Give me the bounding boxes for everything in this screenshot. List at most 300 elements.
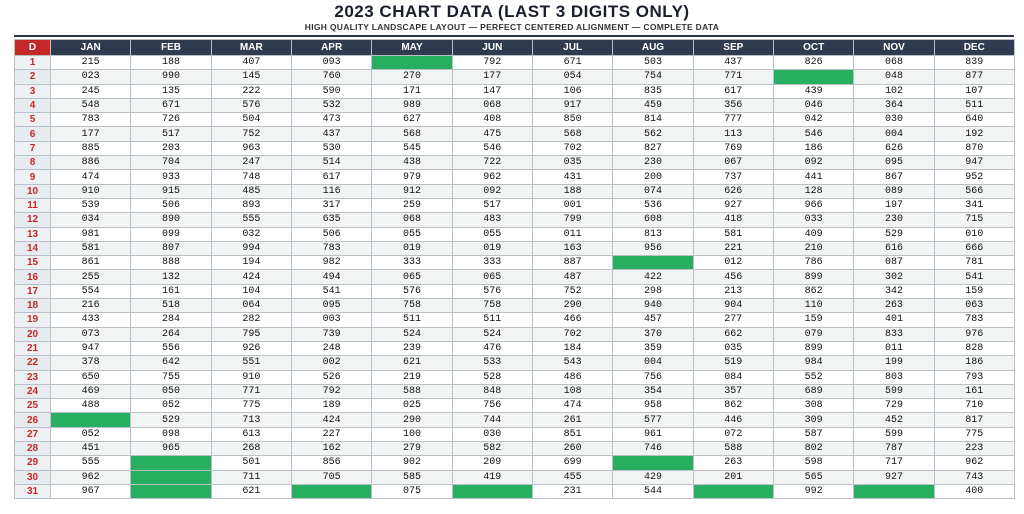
table-cell: 046: [773, 98, 853, 112]
table-cell: 704: [131, 156, 211, 170]
table-cell: 106: [532, 84, 612, 98]
table-cell: 746: [613, 442, 693, 456]
table-row: [15, 184, 1015, 198]
table-cell: 282: [211, 313, 291, 327]
table-cell: 216: [51, 299, 131, 313]
table-cell: 792: [291, 384, 371, 398]
day-label: 22: [15, 356, 51, 370]
table-row: [15, 384, 1015, 398]
table-cell: 188: [131, 56, 211, 70]
table-cell: 092: [773, 156, 853, 170]
table-cell: 501: [211, 456, 291, 470]
table-cell: 792: [452, 56, 532, 70]
table-cell: 899: [773, 270, 853, 284]
table-cell: 474: [532, 399, 612, 413]
table-cell: 068: [372, 213, 452, 227]
table-cell: 189: [291, 399, 371, 413]
table-cell: 621: [211, 484, 291, 498]
missing-cell: [131, 470, 211, 484]
table-cell: 197: [854, 198, 934, 212]
table-cell: 308: [773, 399, 853, 413]
table-cell: 333: [452, 256, 532, 270]
day-label: 26: [15, 413, 51, 427]
missing-cell: [613, 256, 693, 270]
table-cell: 545: [372, 141, 452, 155]
table-cell: 032: [211, 227, 291, 241]
table-cell: 419: [452, 470, 532, 484]
table-cell: 744: [452, 413, 532, 427]
table-cell: 817: [934, 413, 1014, 427]
table-row: [15, 341, 1015, 355]
table-cell: 247: [211, 156, 291, 170]
table-row: [15, 470, 1015, 484]
table-body: [15, 56, 1015, 499]
table-cell: 476: [452, 341, 532, 355]
table-cell: 702: [532, 141, 612, 155]
table-cell: 915: [131, 184, 211, 198]
day-label: 4: [15, 98, 51, 112]
day-label: 8: [15, 156, 51, 170]
table-cell: 748: [211, 170, 291, 184]
missing-cell: [51, 413, 131, 427]
table-cell: 514: [291, 156, 371, 170]
table-cell: 219: [372, 370, 452, 384]
table-cell: 023: [51, 70, 131, 84]
table-cell: 662: [693, 327, 773, 341]
table-row: [15, 170, 1015, 184]
table-cell: 068: [854, 56, 934, 70]
table-cell: 113: [693, 127, 773, 141]
table-cell: 856: [291, 456, 371, 470]
table-cell: 926: [211, 341, 291, 355]
table-cell: 067: [693, 156, 773, 170]
table-row: [15, 198, 1015, 212]
table-cell: 775: [934, 427, 1014, 441]
table-cell: 554: [51, 284, 131, 298]
table-cell: 054: [532, 70, 612, 84]
table-cell: 671: [131, 98, 211, 112]
table-cell: 116: [291, 184, 371, 198]
table-cell: 756: [452, 399, 532, 413]
table-cell: 177: [452, 70, 532, 84]
table-cell: 431: [532, 170, 612, 184]
column-header-dec: DEC: [934, 40, 1014, 56]
table-cell: 485: [211, 184, 291, 198]
column-header-mar: MAR: [211, 40, 291, 56]
table-row: [15, 299, 1015, 313]
table-cell: 518: [131, 299, 211, 313]
table-cell: 055: [372, 227, 452, 241]
day-label: 3: [15, 84, 51, 98]
table-cell: 626: [693, 184, 773, 198]
table-cell: 890: [131, 213, 211, 227]
table-cell: 947: [934, 156, 1014, 170]
table-cell: 259: [372, 198, 452, 212]
table-cell: 230: [854, 213, 934, 227]
table-cell: 769: [693, 141, 773, 155]
table-cell: 019: [452, 241, 532, 255]
page-title: 2023 CHART DATA (LAST 3 DIGITS ONLY): [334, 2, 690, 21]
table-cell: 439: [773, 84, 853, 98]
day-label: 31: [15, 484, 51, 498]
column-header-sep: SEP: [693, 40, 773, 56]
table-cell: 530: [291, 141, 371, 155]
table-cell: 079: [773, 327, 853, 341]
table-cell: 710: [934, 399, 1014, 413]
table-cell: 511: [372, 313, 452, 327]
table-cell: 504: [211, 113, 291, 127]
table-cell: 239: [372, 341, 452, 355]
table-cell: 422: [613, 270, 693, 284]
table-row: [15, 227, 1015, 241]
table-cell: 333: [372, 256, 452, 270]
table-cell: 100: [372, 427, 452, 441]
table-cell: 441: [773, 170, 853, 184]
column-header-jun: JUN: [452, 40, 532, 56]
table-cell: 429: [613, 470, 693, 484]
table-cell: 551: [211, 356, 291, 370]
table-cell: 952: [934, 170, 1014, 184]
table-cell: 524: [372, 327, 452, 341]
table-cell: 186: [934, 356, 1014, 370]
table-cell: 581: [51, 241, 131, 255]
table-cell: 034: [51, 213, 131, 227]
table-cell: 486: [532, 370, 612, 384]
table-row: [15, 413, 1015, 427]
table-cell: 912: [372, 184, 452, 198]
table-cell: 976: [934, 327, 1014, 341]
table-cell: 268: [211, 442, 291, 456]
column-header-may: MAY: [372, 40, 452, 56]
table-cell: 298: [613, 284, 693, 298]
table-cell: 317: [291, 198, 371, 212]
table-cell: 760: [291, 70, 371, 84]
table-cell: 438: [372, 156, 452, 170]
table-cell: 487: [532, 270, 612, 284]
table-cell: 758: [372, 299, 452, 313]
table-cell: 877: [934, 70, 1014, 84]
table-cell: 213: [693, 284, 773, 298]
table-cell: 260: [532, 442, 612, 456]
table-cell: 958: [613, 399, 693, 413]
table-cell: 833: [854, 327, 934, 341]
table-cell: 984: [773, 356, 853, 370]
table-cell: 469: [51, 384, 131, 398]
table-cell: 011: [854, 341, 934, 355]
table-cell: 074: [613, 184, 693, 198]
table-cell: 177: [51, 127, 131, 141]
table-cell: 581: [693, 227, 773, 241]
table-cell: 455: [532, 470, 612, 484]
table-cell: 827: [613, 141, 693, 155]
table-cell: 979: [372, 170, 452, 184]
table-cell: 474: [51, 170, 131, 184]
column-header-aug: AUG: [613, 40, 693, 56]
data-table: [14, 39, 1015, 499]
day-label: 30: [15, 470, 51, 484]
table-cell: 775: [211, 399, 291, 413]
table-cell: 568: [532, 127, 612, 141]
table-row: [15, 370, 1015, 384]
table-cell: 135: [131, 84, 211, 98]
day-label: 2: [15, 70, 51, 84]
table-row: [15, 270, 1015, 284]
table-cell: 795: [211, 327, 291, 341]
table-cell: 524: [452, 327, 532, 341]
day-label: 16: [15, 270, 51, 284]
table-cell: 030: [452, 427, 532, 441]
missing-cell: [372, 56, 452, 70]
table-cell: 231: [532, 484, 612, 498]
table-cell: 910: [51, 184, 131, 198]
day-label: 11: [15, 198, 51, 212]
table-cell: 025: [372, 399, 452, 413]
table-cell: 904: [693, 299, 773, 313]
table-cell: 870: [934, 141, 1014, 155]
table-cell: 424: [291, 413, 371, 427]
day-label: 19: [15, 313, 51, 327]
table-cell: 222: [211, 84, 291, 98]
table-cell: 342: [854, 284, 934, 298]
table-header-row: [15, 40, 1015, 56]
day-label: 24: [15, 384, 51, 398]
table-cell: 617: [291, 170, 371, 184]
table-cell: 587: [773, 427, 853, 441]
table-cell: 848: [452, 384, 532, 398]
table-cell: 052: [131, 399, 211, 413]
table-cell: 354: [613, 384, 693, 398]
table-cell: 729: [854, 399, 934, 413]
table-cell: 356: [693, 98, 773, 112]
day-label: 18: [15, 299, 51, 313]
table-cell: 488: [51, 399, 131, 413]
day-label: 21: [15, 341, 51, 355]
table-cell: 982: [291, 256, 371, 270]
table-cell: 002: [291, 356, 371, 370]
table-cell: 541: [934, 270, 1014, 284]
table-cell: 813: [613, 227, 693, 241]
table-cell: 566: [934, 184, 1014, 198]
table-row: [15, 399, 1015, 413]
table-cell: 199: [854, 356, 934, 370]
table-cell: 030: [854, 113, 934, 127]
table-row: [15, 113, 1015, 127]
table-cell: 290: [532, 299, 612, 313]
table-cell: 159: [934, 284, 1014, 298]
table-cell: 437: [291, 127, 371, 141]
table-cell: 433: [51, 313, 131, 327]
table-cell: 850: [532, 113, 612, 127]
table-cell: 613: [211, 427, 291, 441]
table-cell: 961: [613, 427, 693, 441]
table-cell: 814: [613, 113, 693, 127]
table-cell: 967: [51, 484, 131, 498]
table-cell: 627: [372, 113, 452, 127]
table-cell: 640: [934, 113, 1014, 127]
table-cell: 713: [211, 413, 291, 427]
table-cell: 200: [613, 170, 693, 184]
table-cell: 828: [934, 341, 1014, 355]
table-cell: 598: [773, 456, 853, 470]
table-cell: 940: [613, 299, 693, 313]
table-cell: 072: [693, 427, 773, 441]
page-subtitle: HIGH QUALITY LANDSCAPE LAYOUT — PERFECT CENTERED ALIGNMENT — COMPLETE DATA: [304, 22, 720, 32]
missing-cell: [854, 484, 934, 498]
day-label: 15: [15, 256, 51, 270]
table-cell: 771: [211, 384, 291, 398]
table-cell: 902: [372, 456, 452, 470]
column-header-day: D: [15, 40, 51, 56]
table-cell: 227: [291, 427, 371, 441]
day-label: 10: [15, 184, 51, 198]
table-cell: 626: [854, 141, 934, 155]
table-cell: 184: [532, 341, 612, 355]
table-cell: 264: [131, 327, 211, 341]
table-cell: 867: [854, 170, 934, 184]
table-cell: 107: [934, 84, 1014, 98]
table-cell: 517: [452, 198, 532, 212]
table-cell: 608: [613, 213, 693, 227]
table-cell: 437: [693, 56, 773, 70]
table-cell: 910: [211, 370, 291, 384]
table-cell: 163: [532, 241, 612, 255]
table-cell: 799: [532, 213, 612, 227]
table-cell: 063: [934, 299, 1014, 313]
table-row: [15, 484, 1015, 498]
column-header-jan: JAN: [51, 40, 131, 56]
table-cell: 424: [211, 270, 291, 284]
table-cell: 263: [693, 456, 773, 470]
table-cell: 528: [452, 370, 532, 384]
table-cell: 263: [854, 299, 934, 313]
table-cell: 777: [693, 113, 773, 127]
table-cell: 994: [211, 241, 291, 255]
table-row: [15, 127, 1015, 141]
table-cell: 108: [532, 384, 612, 398]
table-cell: 599: [854, 384, 934, 398]
table-cell: 261: [532, 413, 612, 427]
table-cell: 699: [532, 456, 612, 470]
table-cell: 899: [773, 341, 853, 355]
table-cell: 783: [291, 241, 371, 255]
table-cell: 711: [211, 470, 291, 484]
table-cell: 357: [693, 384, 773, 398]
table-cell: 466: [532, 313, 612, 327]
table-cell: 562: [613, 127, 693, 141]
table-cell: 248: [291, 341, 371, 355]
table-cell: 052: [51, 427, 131, 441]
table-row: [15, 427, 1015, 441]
table-cell: 075: [372, 484, 452, 498]
table-cell: 917: [532, 98, 612, 112]
missing-cell: [613, 456, 693, 470]
missing-cell: [452, 484, 532, 498]
table-cell: 705: [291, 470, 371, 484]
table-cell: 885: [51, 141, 131, 155]
table-row: [15, 156, 1015, 170]
table-cell: 839: [934, 56, 1014, 70]
table-cell: 802: [773, 442, 853, 456]
table-cell: 210: [773, 241, 853, 255]
table-cell: 483: [452, 213, 532, 227]
table-cell: 546: [452, 141, 532, 155]
table-cell: 541: [291, 284, 371, 298]
table-cell: 223: [934, 442, 1014, 456]
table-cell: 506: [131, 198, 211, 212]
day-label: 28: [15, 442, 51, 456]
table-cell: 576: [372, 284, 452, 298]
day-label: 12: [15, 213, 51, 227]
table-cell: 089: [854, 184, 934, 198]
table-cell: 221: [693, 241, 773, 255]
table-cell: 003: [291, 313, 371, 327]
table-cell: 786: [773, 256, 853, 270]
day-label: 9: [15, 170, 51, 184]
table-cell: 807: [131, 241, 211, 255]
table-row: [15, 256, 1015, 270]
table-cell: 245: [51, 84, 131, 98]
table-cell: 536: [613, 198, 693, 212]
table-cell: 544: [613, 484, 693, 498]
table-cell: 927: [693, 198, 773, 212]
table-cell: 004: [613, 356, 693, 370]
table-cell: 532: [291, 98, 371, 112]
table-cell: 617: [693, 84, 773, 98]
table-cell: 927: [854, 470, 934, 484]
table-cell: 702: [532, 327, 612, 341]
table-cell: 666: [934, 241, 1014, 255]
table-cell: 162: [291, 442, 371, 456]
day-label: 5: [15, 113, 51, 127]
table-cell: 546: [773, 127, 853, 141]
table-cell: 715: [934, 213, 1014, 227]
table-cell: 933: [131, 170, 211, 184]
table-cell: 565: [773, 470, 853, 484]
table-cell: 290: [372, 413, 452, 427]
table-cell: 186: [773, 141, 853, 155]
table-cell: 989: [372, 98, 452, 112]
table-cell: 147: [452, 84, 532, 98]
table-cell: 568: [372, 127, 452, 141]
table-cell: 370: [613, 327, 693, 341]
table-cell: 093: [291, 56, 371, 70]
table-cell: 145: [211, 70, 291, 84]
table-cell: 452: [854, 413, 934, 427]
table-cell: 473: [291, 113, 371, 127]
table-cell: 588: [372, 384, 452, 398]
table-cell: 188: [532, 184, 612, 198]
table-cell: 582: [452, 442, 532, 456]
table-cell: 035: [532, 156, 612, 170]
table-cell: 739: [291, 327, 371, 341]
table-cell: 035: [693, 341, 773, 355]
day-label: 1: [15, 56, 51, 70]
table-cell: 209: [452, 456, 532, 470]
table-cell: 533: [452, 356, 532, 370]
table-cell: 284: [131, 313, 211, 327]
table-cell: 722: [452, 156, 532, 170]
table-row: [15, 241, 1015, 255]
table-cell: 555: [51, 456, 131, 470]
table-row: [15, 213, 1015, 227]
table-cell: 517: [131, 127, 211, 141]
table-cell: 754: [613, 70, 693, 84]
table-cell: 752: [532, 284, 612, 298]
table-row: [15, 56, 1015, 70]
table-cell: 055: [452, 227, 532, 241]
table-cell: 635: [291, 213, 371, 227]
table-cell: 378: [51, 356, 131, 370]
